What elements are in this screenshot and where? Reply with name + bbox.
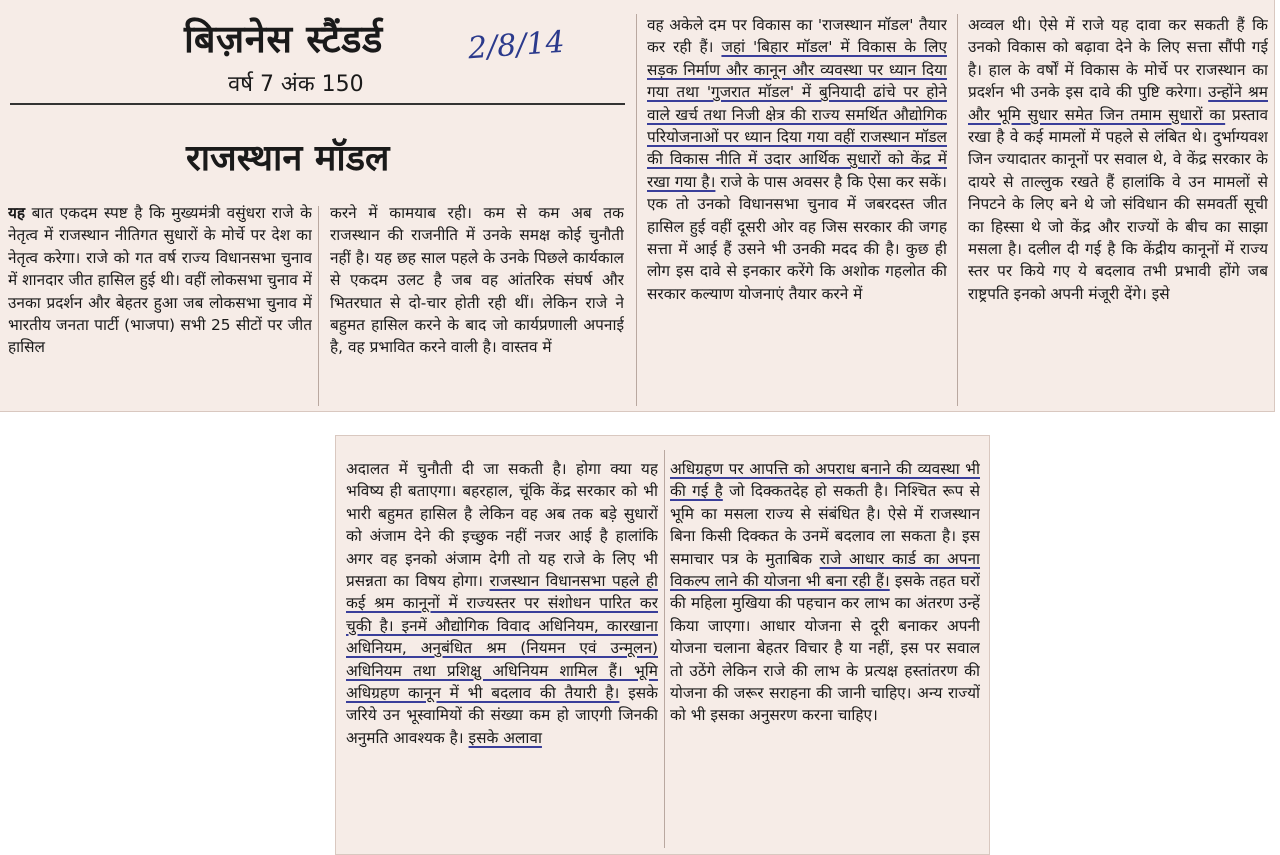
column-divider bbox=[318, 206, 319, 406]
underlined-passage: राजस्थान विधानसभा पहले ही कई श्रम कानूनों में राज्यस्तर पर संशोधन पारित कर चुकी है। इनमें औद्योगिक विवाद अधिनियम, कारखाना अधिनियम, अनुबंधित श्रम (नियमन एवं उन्मूलन) अधिनियम तथा प्रशिक्षु अधिनियम शामिल हैं। भूमि अधिग्रहण कानून में भी बदलाव की तैयारी है। bbox=[346, 572, 658, 703]
masthead-divider bbox=[10, 103, 625, 105]
article-column-5 bbox=[346, 458, 658, 852]
column-text: इसके जरिये उन भूस्वामियों की संख्या कम हो जाएगी जिनकी अनुमति आवश्यक है। bbox=[346, 684, 658, 747]
newspaper-clipping-top bbox=[0, 0, 1275, 412]
column-text: राजे के पास अवसर है कि ऐसा कर सकें। एक तो उनको विधानसभा चुनाव में जबरदस्त जीत हासिल हुई वहीं दूसरी ओर वह जिस सरकार की जगह सत्ता में आई हैं उसने भी उनकी मदद की है। कुछ ही लोग इस दावे से इनकार करेंगे कि अशोक गहलोत की सरकार कल्याण योजनाएं तैयार करने में bbox=[647, 172, 947, 303]
underlined-passage: जहां 'बिहार मॉडल' में विकास के लिए सड़क निर्माण और कानून और व्यवस्था पर ध्यान दिया गया तथा 'गुजरात मॉडल' में बुनियादी ढांचे पर होने वाले खर्च तथा निजी क्षेत्र की राज्य समर्थित औद्योगिक परियोजनाओं पर ध्यान दिया गया वहीं राजस्थान मॉडल की विकास नीति में उदार आर्थिक सुधारों को केंद्र में रखा गया है। bbox=[647, 38, 947, 191]
lead-word: यह bbox=[8, 204, 26, 222]
masthead-title: बिज़नेस स्टैंडर्ड bbox=[184, 17, 383, 61]
column-text: करने में कामयाब रही। कम से कम अब तक राजस्थान की राजनीति में उनके समक्ष कोई चुनौती नहीं है। यह छह साल पहले के उनके पिछले कार्यकाल से एकदम उलट है जब वह आंतरिक संघर्ष और भितरघात से दो-चार होती रही थीं। लेकिन राजे ने बहुमत हासिल करने के बाद जो कार्यप्रणाली अपनाई है, वह प्रभावित करने वाली है। वास्तव में bbox=[330, 204, 624, 357]
article-column-1 bbox=[8, 202, 312, 408]
column-text: इसके तहत घरों की महिला मुखिया की पहचान कर लाभ का अंतरण उन्हें किया जाएगा। आधार योजना से दूरी बनाकर अपनी योजना चलाना बेहतर विचार है या नहीं, इस पर सवाल तो उठेंगे लेकिन राजे की लाभ के प्रत्यक्ष हस्तांतरण की योजना की जरूर सराहना की जानी चाहिए। अन्य राज्यों को भी इसका अनुसरण करना चाहिए। bbox=[670, 572, 980, 725]
article-headline: राजस्थान मॉडल bbox=[186, 138, 390, 179]
article-column-3 bbox=[647, 14, 947, 408]
underlined-passage: राजे आधार कार्ड का अपना विकल्प लाने की योजना भी बना रही हैं। bbox=[670, 549, 980, 591]
column-text: जो दिक्कतदेह हो सकती है। निश्चित रूप से भूमि का मसला राज्य से संबंधित है। ऐसे में राजस्थान बिना किसी दिक्कत के उनमें बदलाव ला सकता है। इस समाचार पत्र के मुताबिक bbox=[670, 482, 980, 568]
column-text: वह अकेले दम पर विकास का 'राजस्थान मॉडल' तैयार कर रही हैं। bbox=[647, 16, 947, 57]
column-divider bbox=[957, 14, 958, 406]
column-text: बात एकदम स्पष्ट है कि मुख्यमंत्री वसुंधरा राजे के नेतृत्व में राजस्थान नीतिगत सुधारों के मोर्चे पर देश का नेतृत्व करेगा। राजे को गत वर्ष राज्य विधानसभा चुनाव में शानदार जीत हासिल हुई थी। वहीं लोकसभा चुनाव में उनका प्रदर्शन और बेहतर हुआ जब लोकसभा चुनाव में भारतीय जनता पार्टी (भाजपा) सभी 25 सीटों पर जीत हासिल bbox=[8, 204, 312, 357]
article-column-6 bbox=[670, 458, 980, 852]
masthead-issue: वर्ष 7 अंक 150 bbox=[228, 72, 364, 97]
column-divider bbox=[636, 14, 637, 406]
column-text: अदालत में चुनौती दी जा सकती है। होगा क्या यह भविष्य ही बताएगा। बहरहाल, चूंकि केंद्र सरकार को भी भारी बहुमत हासिल है लेकिन वह अब तक बड़े सुधारों को अंजाम देने की इच्छुक नहीं नजर आई है हालांकि अगर वह इनको अंजाम देगी तो यह राजे के लिए भी प्रसन्नता का विषय होगा। bbox=[346, 460, 658, 591]
column-text: अव्वल थी। ऐसे में राजे यह दावा कर सकती हैं कि उनको विकास को बढ़ावा देने के लिए सत्ता सौंपी गई है। हाल के वर्षों में विकास के मोर्चे पर राजस्थान का प्रदर्शन भी उनके इस दावे की पुष्टि करेगा। bbox=[968, 16, 1268, 102]
underlined-passage: उन्होंने श्रम और भूमि सुधार समेत जिन तमाम सुधारों का bbox=[968, 83, 1268, 124]
column-divider bbox=[664, 450, 665, 848]
column-text: प्रस्ताव रखा है वे कई मामलों में पहले से लंबित थे। दुर्भाग्यवश जिन ज्यादातर कानूनों पर सवाल थे, वे केंद्र सरकार के दायरे से ताल्लुक रखते हैं हालांकि वे उन मामलों से निपटने के लिए बने थे जो संविधान की समवर्ती सूची का हिस्सा थे जो केंद्र और राज्यों के बीच का साझा मसला है। दलील दी गई है कि केंद्रीय कानूनों में राज्य स्तर पर किये गए ये बदलाव तभी प्रभावी होंगे जब राष्ट्रपति इनको अपनी मंजूरी देंगे। इसे bbox=[968, 105, 1268, 303]
article-column-4 bbox=[968, 14, 1268, 408]
handwritten-date: 2/8/14 bbox=[466, 24, 566, 67]
underlined-passage: इसके अलावा bbox=[468, 728, 542, 747]
article-column-2 bbox=[330, 202, 624, 408]
underlined-passage: अधिग्रहण पर आपत्ति को अपराध बनाने की व्यवस्था भी की गई है bbox=[670, 460, 980, 501]
